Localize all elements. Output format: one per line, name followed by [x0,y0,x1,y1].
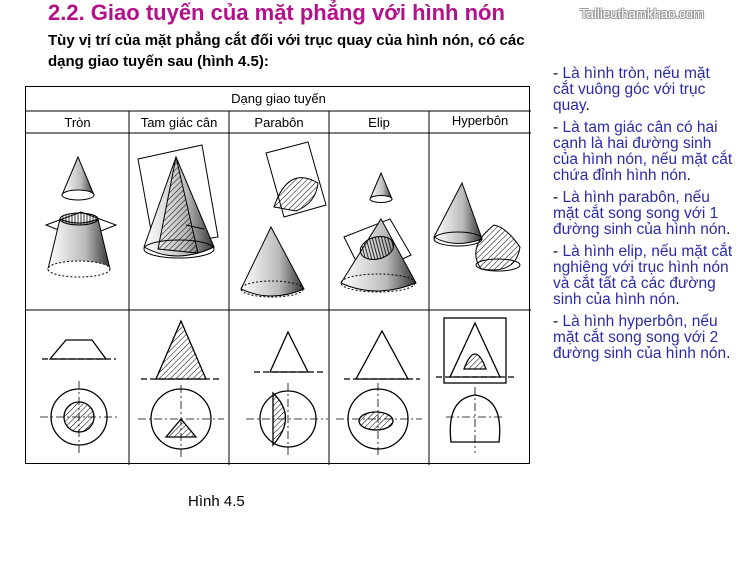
column-header-ellipse: Elip [368,115,390,130]
figure-drawing [26,87,531,465]
cone-circle-iso [46,157,116,277]
figure-4-5 [25,86,530,464]
note-text: Là hình elip, nếu mặt cắt nghiêng với trục hình nón và cắt tất cả các đường sinh của hình nón [553,243,733,308]
column-header-triangle: Tam giác cân [140,115,218,130]
cone-hyperbola-ortho [436,318,516,453]
figure-header: Dạng giao tuyến [231,91,326,106]
section-title: 2.2. Giao tuyến của mặt phẳng với hình nón [48,0,505,25]
watermark: Tailieuthamkhao.com [580,6,705,21]
cone-ellipse-ortho [336,331,422,457]
note-circle: - Là hình tròn, nếu mặt cắt vuông góc với trục quay. [553,65,710,114]
note-ellipse: - Là hình elip, nếu mặt cắt nghiêng với trục hình nón và cắt tất cả các đường sinh của hình nón. [553,243,733,308]
note-text: Là tam giác cân có hai cạnh là hai đường sinh của hình nón, nếu mặt cắt chứa đỉnh hình nón [553,119,733,184]
note-parabola: - Là hình parabôn, nếu mặt cắt song song với 1 đường sinh của hình nón. [553,189,731,238]
note-text: Là hình parabôn, nếu mặt cắt song song với 1 đường sinh của hình nón [553,189,727,238]
column-header-parabola: Parabôn [254,115,304,130]
column-header-circle: Tròn [64,115,91,130]
cone-triangle-ortho [138,321,224,457]
section-subtitle: Tùy vị trí của mặt phẳng cắt đối với trục quay của hình nón, có các dạng giao tuyến sau (hình 4.5): [48,32,525,70]
figure-caption: Hình 4.5 [188,493,245,510]
cone-circle-ortho [40,340,118,453]
note-triangle: - Là tam giác cân có hai cạnh là hai đường sinh của hình nón, nếu mặt cắt chứa đỉnh hình nón. [553,119,733,184]
cone-ellipse-iso [341,173,416,292]
cone-parabola-ortho [246,332,328,455]
note-text: Là hình hyperbôn, nếu mặt cắt song song với 2 đường sinh của hình nón [553,313,727,362]
note-text: Là hình tròn, nếu mặt cắt vuông góc với trục quay [553,65,710,114]
cone-hyperbola-iso [434,183,520,271]
note-hyperbola: - Là hình hyperbôn, nếu mặt cắt song song với 2 đường sinh của hình nón. [553,313,731,362]
notes-list [553,66,733,368]
column-header-hyperbola: Hyperbôn [451,113,509,128]
cone-triangle-iso [138,145,218,258]
